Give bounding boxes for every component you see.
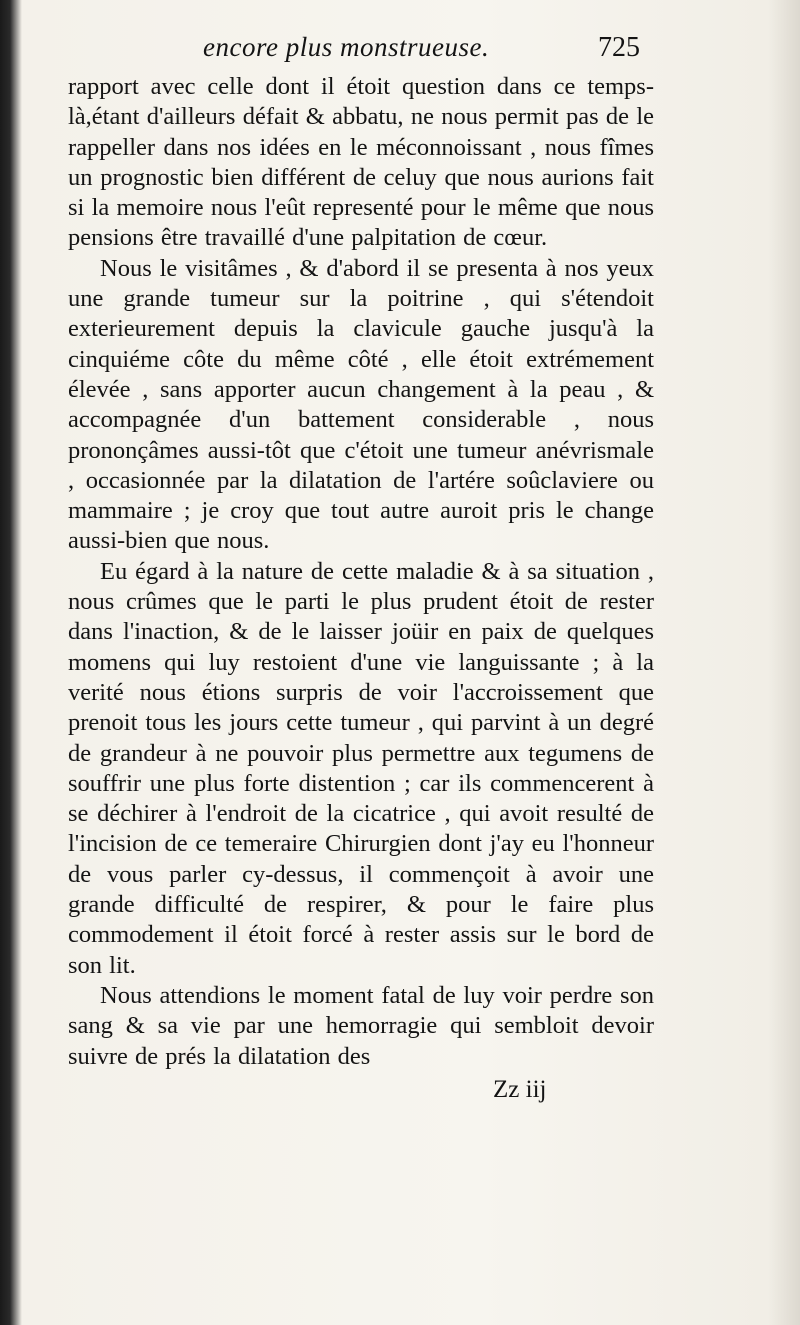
paragraph-examination: Nous le visitâmes , & d'abord il se presenta à nos yeux une grande tumeur sur la poitrine , qui s'étendoit exterieurement depuis la clavicule gauche jusqu'à la cinquiéme côte du même côté , elle étoit extrémement élevée , sans apporter aucun changement à la peau , & accompagnée d'un battement considerable , nous prononçâmes aussi-tôt que c'étoit une tumeur anévrismale , occasionnée par la dilatation de l'artére soûclaviere ou mammaire ; je croy que tout autre auroit pris le change aussi-bien que nous. bbox=[68, 254, 654, 555]
page-number: 725 bbox=[598, 32, 640, 63]
paragraph-continuation: rapport avec celle dont il étoit question dans ce temps-là,étant d'ailleurs défait & abbatu, ne nous permit pas de le rappeller dans nos idées en le méconnoissant , nous fîmes un prognostic bien différent de celuy que nous aurions fait si la memoire nous l'eût representé pour le même que nous pensions être travaillé d'une palpitation de cœur. bbox=[68, 73, 654, 252]
page-footer bbox=[68, 1074, 654, 1114]
page-header bbox=[68, 28, 654, 72]
paragraph-outcome: Nous attendions le moment fatal de luy voir perdre son sang & sa vie par une hemorragie qui sembloit devoir suivre de prés la dilatation des bbox=[68, 981, 654, 1070]
running-title: encore plus monstrueuse. bbox=[203, 32, 490, 62]
signature-mark: Zz iij bbox=[493, 1075, 547, 1103]
page-body bbox=[68, 72, 654, 1072]
book-page bbox=[68, 28, 654, 1114]
paragraph-treatment: Eu égard à la nature de cette maladie & à sa situation , nous crûmes que le parti le plus prudent étoit de rester dans l'inaction, & de le laisser joüir en paix de quelques momens qui luy restoient d'une vie languissante ; à la verité nous étions surpris de voir l'accroissement que prenoit tous les jours cette tumeur , qui parvint à un degré de grandeur à ne pouvoir plus permettre aux tegumens de souffrir une plus forte distention ; car ils commencerent à se déchirer à l'endroit de la cicatrice , qui avoit resulté de l'incision de ce temeraire Chirurgien dont j'ay eu l'honneur de vous parler cy-dessus, il commençoit à avoir une grande difficulté de respirer, & pour le faire plus commodement il étoit forcé à rester assis sur le bord de son lit. bbox=[68, 557, 654, 979]
